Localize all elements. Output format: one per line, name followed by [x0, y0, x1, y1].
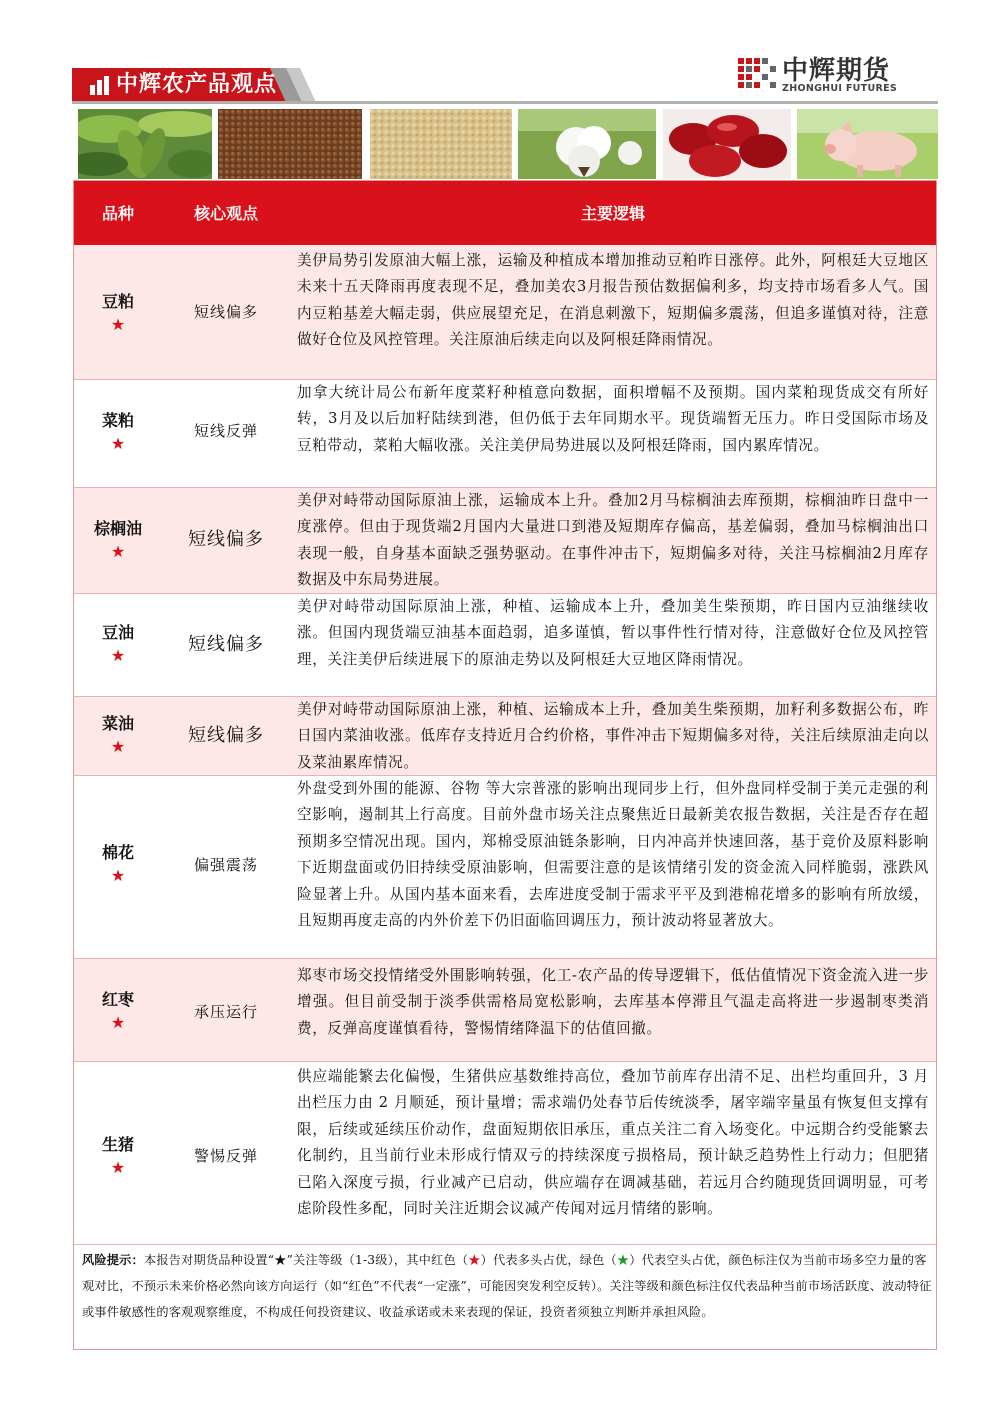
main-logic: 郑枣市场交投情绪受外围影响转强，化工-农产品的传导逻辑下，低估值情况下资金流入进一步增强。但目前受制于淡季供需格局宽松影响，去库基本停滞且气温走高将进一步遏制枣类消费，反弹高度谨慎看待，警惕情绪降温下的估值回撤。	[297, 967, 929, 1037]
soybean-plant-photo	[78, 109, 212, 179]
product-photo-strip	[78, 109, 938, 179]
rapeseed-photo	[218, 109, 362, 179]
variety-name: 生猪	[101, 1135, 134, 1154]
table-row	[74, 594, 936, 696]
red-star-icon: ★	[110, 542, 126, 561]
red-star-icon: ★	[110, 1158, 126, 1177]
core-view: 短线偏多	[188, 634, 264, 655]
core-view: 短线反弹	[193, 422, 258, 440]
logo-grid-icon	[738, 58, 776, 88]
red-star-icon: ★	[110, 737, 126, 756]
risk-disclosure	[82, 1247, 932, 1325]
cotton-photo	[518, 109, 656, 179]
main-logic: 美伊对峙带动国际原油上涨，运输成本上升。叠加2月马棕榈油去库预期，棕榈油昨日盘中一度涨停。但由于现货端2月国内大量进口到港及短期库存偏高，基差偏弱，叠加马棕榈油出口表现一般，自身基本面缺乏强势驱动。在事件冲击下，短期偏多对待，关注马棕榈油2月库存数据及中东局势进展。	[297, 492, 929, 589]
variety-name: 棕榈油	[93, 519, 142, 538]
variety-name: 菜油	[101, 714, 134, 733]
red-date-photo	[663, 109, 791, 179]
page-title: 中辉农产品观点	[116, 72, 278, 97]
soymeal-photo	[370, 109, 512, 179]
core-view: 短线偏多	[188, 725, 264, 746]
main-logic: 外盘受到外围的能源、谷物 等大宗普涨的影响出现同步上行，但外盘同样受制于美元走强的利空影响，遏制其上行高度。目前外盘市场关注点聚焦近日最新美农报告数据，关注是否存在超预期多空情况出现。国内，郑棉受原油链条影响，日内冲高并快速回落，基于竞价及原料影响下近期盘面或仍旧持续受原油影响，但需要注意的是该情绪引发的资金流入同样脆弱，涨跌风险显著上升。从国内基本面来看，去库进度受制于需求平平及到港棉花增多的影响有所放缓，且短期再度走高的内外价差下仍旧面临回调压力，预计波动将显著放大。	[297, 780, 929, 930]
table-row	[74, 380, 936, 487]
risk-label: 风险提示：	[82, 1253, 144, 1267]
risk-text-part3: ）代表空头占优，颜色标注仅为当前市场多空力量的客观对比，不预示未来价格必然向该方向运行（如“红色”不代表“一定涨”，可能因突发利空反转）。关注等级和颜色标注仅代表品种当前市场活跃度、波动特征或事件敏感性的客观观察维度，不构成任何投资建议、收益承诺或未来表现的保证，投资者须独立判断并承担风险。	[82, 1253, 932, 1319]
header-main-logic: 主要逻辑	[580, 204, 645, 223]
variety-name: 豆粕	[101, 292, 134, 311]
header-core-view: 核心观点	[193, 204, 258, 223]
header-divider	[72, 101, 938, 104]
core-view: 短线偏多	[188, 529, 264, 550]
red-star-icon: ★	[110, 315, 126, 334]
core-view: 承压运行	[193, 1003, 258, 1021]
red-star-icon: ★	[468, 1253, 481, 1267]
core-view: 警惕反弹	[193, 1147, 258, 1165]
table-row	[74, 697, 936, 775]
variety-name: 菜粕	[101, 411, 134, 430]
company-logo	[738, 56, 938, 96]
table-row	[74, 488, 936, 593]
main-logic: 美伊局势引发原油大幅上涨，运输及种植成本增加推动豆粕昨日涨停。此外，阿根廷大豆地区未来十五天降雨再度表现不足，叠加美农3月报告预估数据偏利多，均支持市场看多人气。国内豆粕基差大幅走弱，供应展望充足，在消息刺激下，短期偏多震荡，但追多谨慎对待，注意做好仓位及风控管理。关注原油后续走向以及阿根廷降雨情况。	[297, 252, 929, 349]
logo-text-cn: 中辉期货	[782, 56, 891, 86]
variety-name: 红枣	[101, 990, 134, 1009]
core-view: 偏强震荡	[193, 856, 258, 874]
green-star-icon: ★	[616, 1253, 630, 1267]
bar-chart-icon	[88, 73, 112, 97]
variety-name: 豆油	[101, 623, 134, 642]
main-logic: 供应端能繁去化偏慢，生猪供应基数维持高位，叠加节前库存出清不足、出栏均重回升，3 月出栏压力由 2 月顺延，预计量增；需求端仍处春节后传统淡季，屠宰端宰量虽有恢复但支撑有限，后续或延续压价动作，盘面短期依旧承压，重点关注二育入场变化。中远期合约受能繁去化制约，且当前行业未形成行情双亏的持续深度亏损格局，预计缺乏趋势性上行动力；但肥猪已陷入深度亏损，行业减产已启动，供应端存在调减基础，若远月合约随现货回调明显，可考虑阶段性多配，同时关注近期会议减产传闻对远月情绪的影响。	[297, 1068, 929, 1218]
viewpoint-table	[73, 180, 937, 1350]
red-star-icon: ★	[110, 646, 126, 665]
risk-text-part2: ）代表多头占优，绿色（	[480, 1253, 617, 1267]
logo-text-en: ZHONGHUI FUTURES	[782, 83, 898, 94]
table-row	[74, 776, 936, 958]
main-logic: 加拿大统计局公布新年度菜籽种植意向数据，面积增幅不及预期。国内菜粕现货成交有所好转，3月及以后加籽陆续到港，但仍低于去年同期水平。现货端暂无压力。昨日受国际市场及豆粕带动，菜粕大幅收涨。关注美伊局势进展以及阿根廷降雨，国内累库情况。	[297, 384, 929, 454]
header-variety: 品种	[101, 204, 134, 223]
table-row	[74, 245, 936, 379]
main-logic: 美伊对峙带动国际原油上涨，种植、运输成本上升，叠加美生柴预期，加籽利多数据公布，昨日国内菜油收涨。低库存支持近月合约价格，事件冲击下短期偏多对待，关注后续原油走向以及菜油累库情况。	[297, 701, 929, 771]
table-row	[74, 1062, 936, 1244]
table-header-row	[74, 181, 936, 245]
red-star-icon: ★	[110, 866, 126, 885]
pig-photo	[797, 109, 938, 179]
variety-name: 棉花	[101, 843, 134, 862]
main-logic: 美伊对峙带动国际原油上涨，种植、运输成本上升，叠加美生柴预期，昨日国内豆油继续收涨。但国内现货端豆油基本面趋弱，追多谨慎，暂以事件性行情对待，注意做好仓位及风控管理，关注美伊后续进展下的原油走势以及阿根廷大豆地区降雨情况。	[297, 598, 929, 668]
table-row	[74, 959, 936, 1061]
red-star-icon: ★	[110, 1013, 126, 1032]
red-star-icon: ★	[110, 434, 126, 453]
risk-text-part1: 本报告对期货品种设置“★”关注等级（1-3级），其中红色（	[143, 1253, 469, 1267]
core-view: 短线偏多	[193, 303, 258, 321]
row-divider	[74, 1244, 936, 1245]
